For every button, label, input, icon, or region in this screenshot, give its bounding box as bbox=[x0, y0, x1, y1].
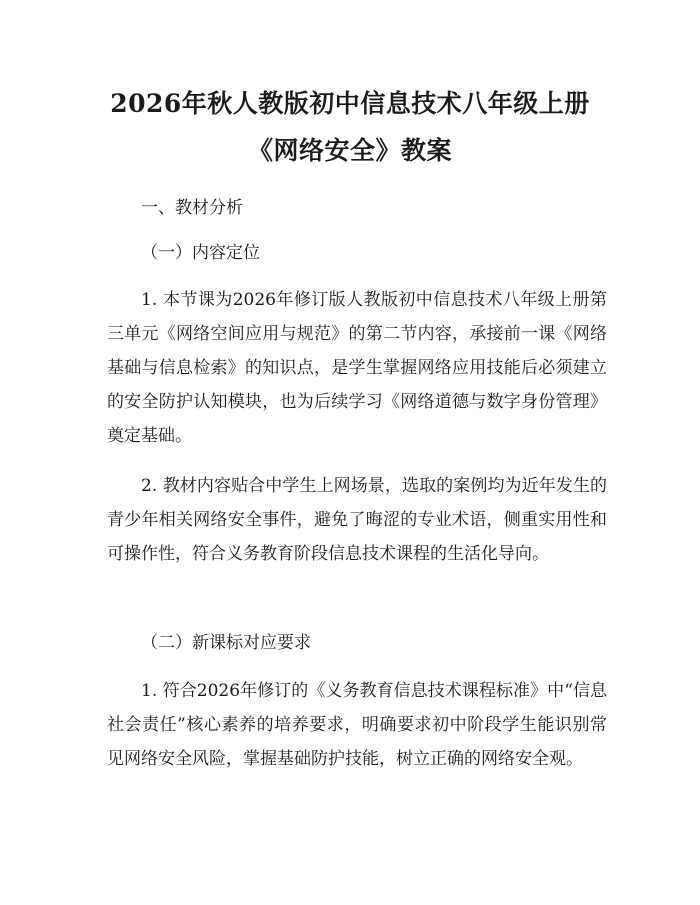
document-title-line-2: 《网络安全》教案 bbox=[247, 136, 452, 165]
subsection-heading-content-positioning: （一）内容定位 bbox=[141, 243, 260, 263]
document-title-line-1: 2026年秋人教版初中信息技术八年级上册 bbox=[110, 89, 590, 118]
paragraph-content-positioning-2: 2. 教材内容贴合中学生上网场景，选取的案例均为近年发生的青少年相关网络安全事件，避免了晦涩的专业术语，侧重实用性和可操作性，符合义务教育阶段信息技术课程的生活化导向。 bbox=[107, 476, 607, 564]
section-heading-textbook-analysis: 一、教材分析 bbox=[141, 198, 243, 218]
paragraph-curriculum-standard-1: 1. 符合2026年修订的《义务教育信息技术课程标准》中“信息社会责任”核心素养的培养要求，明确要求初中阶段学生能识别常见网络安全风险，掌握基础防护技能，树立正确的网络安全观。 bbox=[107, 681, 607, 769]
paragraph-content-positioning-1: 1. 本节课为2026年修订版人教版初中信息技术八年级上册第三单元《网络空间应用与规范》的第二节内容，承接前一课《网络基础与信息检索》的知识点，是学生掌握网络应用技能后必须建立的安全防护认知模块，也为后续学习《网络道德与数字身份管理》奠定基础。 bbox=[107, 290, 607, 446]
subsection-heading-curriculum-standard: （二）新课标对应要求 bbox=[141, 633, 311, 653]
